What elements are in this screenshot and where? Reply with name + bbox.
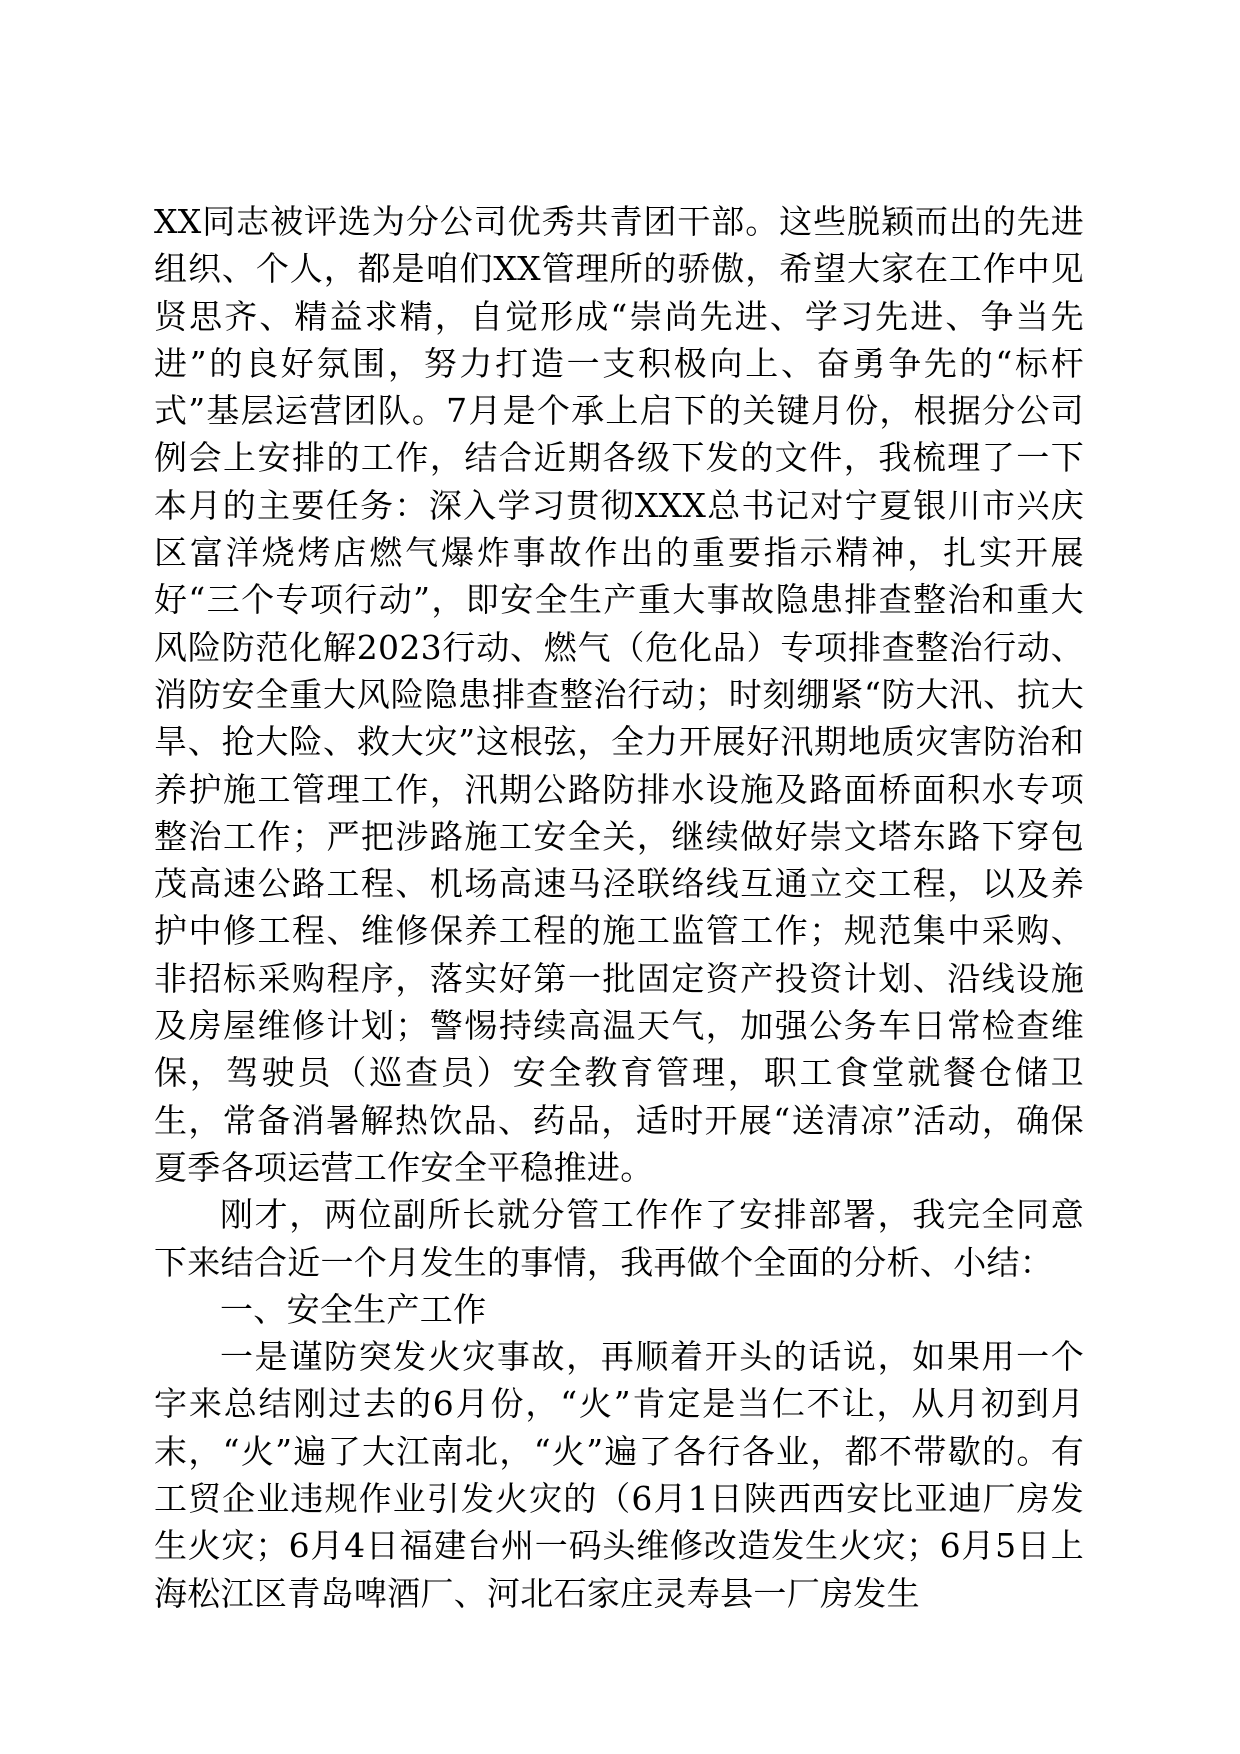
paragraph-1: XX同志被评选为分公司优秀共青团干部。这些脱颖而出的先进组织、个人，都是咱们XX管理所的骄傲，希望大家在工作中见贤思齐、精益求精，自觉形成“崇尚先进、学习先进、争当先进”的良好氛围，努力打造一支积极向上、奋勇争先的“标杆式”基层运营团队。7月是个承上启下的关键月份，根据分公司例会上安排的工作，结合近期各级下发的文件，我梳理了一下本月的主要任务：深入学习贯彻XXX总书记对宁夏银川市兴庆区富洋烧烤店燃气爆炸事故作出的重要指示精神，扎实开展好“三个专项行动”，即安全生产重大事故隐患排查整治和重大风险防范化解2023行动、燃气（危化品）专项排查整治行动、消防安全重大风险隐患排查整治行动；时刻绷紧“防大汛、抗大旱、抢大险、救大灾”这根弦，全力开展好汛期地质灾害防治和养护施工管理工作，汛期公路防排水设施及路面桥面积水专项整治工作；严把涉路施工安全关，继续做好崇文塔东路下穿包茂高速公路工程、机场高速马泾联络线互通立交工程，以及养护中修工程、维修保养工程的施工监管工作；规范集中采购、非招标采购程序，落实好第一批固定资产投资计划、沿线设施及房屋维修计划；警惕持续高温天气，加强公务车日常检查维保，驾驶员（巡查员）安全教育管理，职工食堂就餐仓储卫生，常备消暑解热饮品、药品，适时开展“送清凉”活动，确保夏季各项运营工作安全平稳推进。 [154,202,1084,1187]
body-text [154,198,1084,1617]
section-heading-safety: 一、安全生产工作 [220,1289,487,1329]
paragraph-2: 刚才，两位副所长就分管工作作了安排部署，我完全同意下来结合近一个月发生的事情，我再做个全面的分析、小结： [154,1195,1084,1282]
paragraph-3: 一是谨防突发火灾事故，再顺着开头的话说，如果用一个字来总结刚过去的6月份，“火”肯定是当仁不让，从月初到月末，“火”遍了大江南北，“火”遍了各行各业，都不带歇的。有工贸企业违规作业引发火灾的（6月1日陕西西安比亚迪厂房发生火灾；6月4日福建台州一码头维修改造发生火灾；6月5日上海松江区青岛啤酒厂、河北石家庄灵寿县一厂房发生 [154,1337,1084,1613]
